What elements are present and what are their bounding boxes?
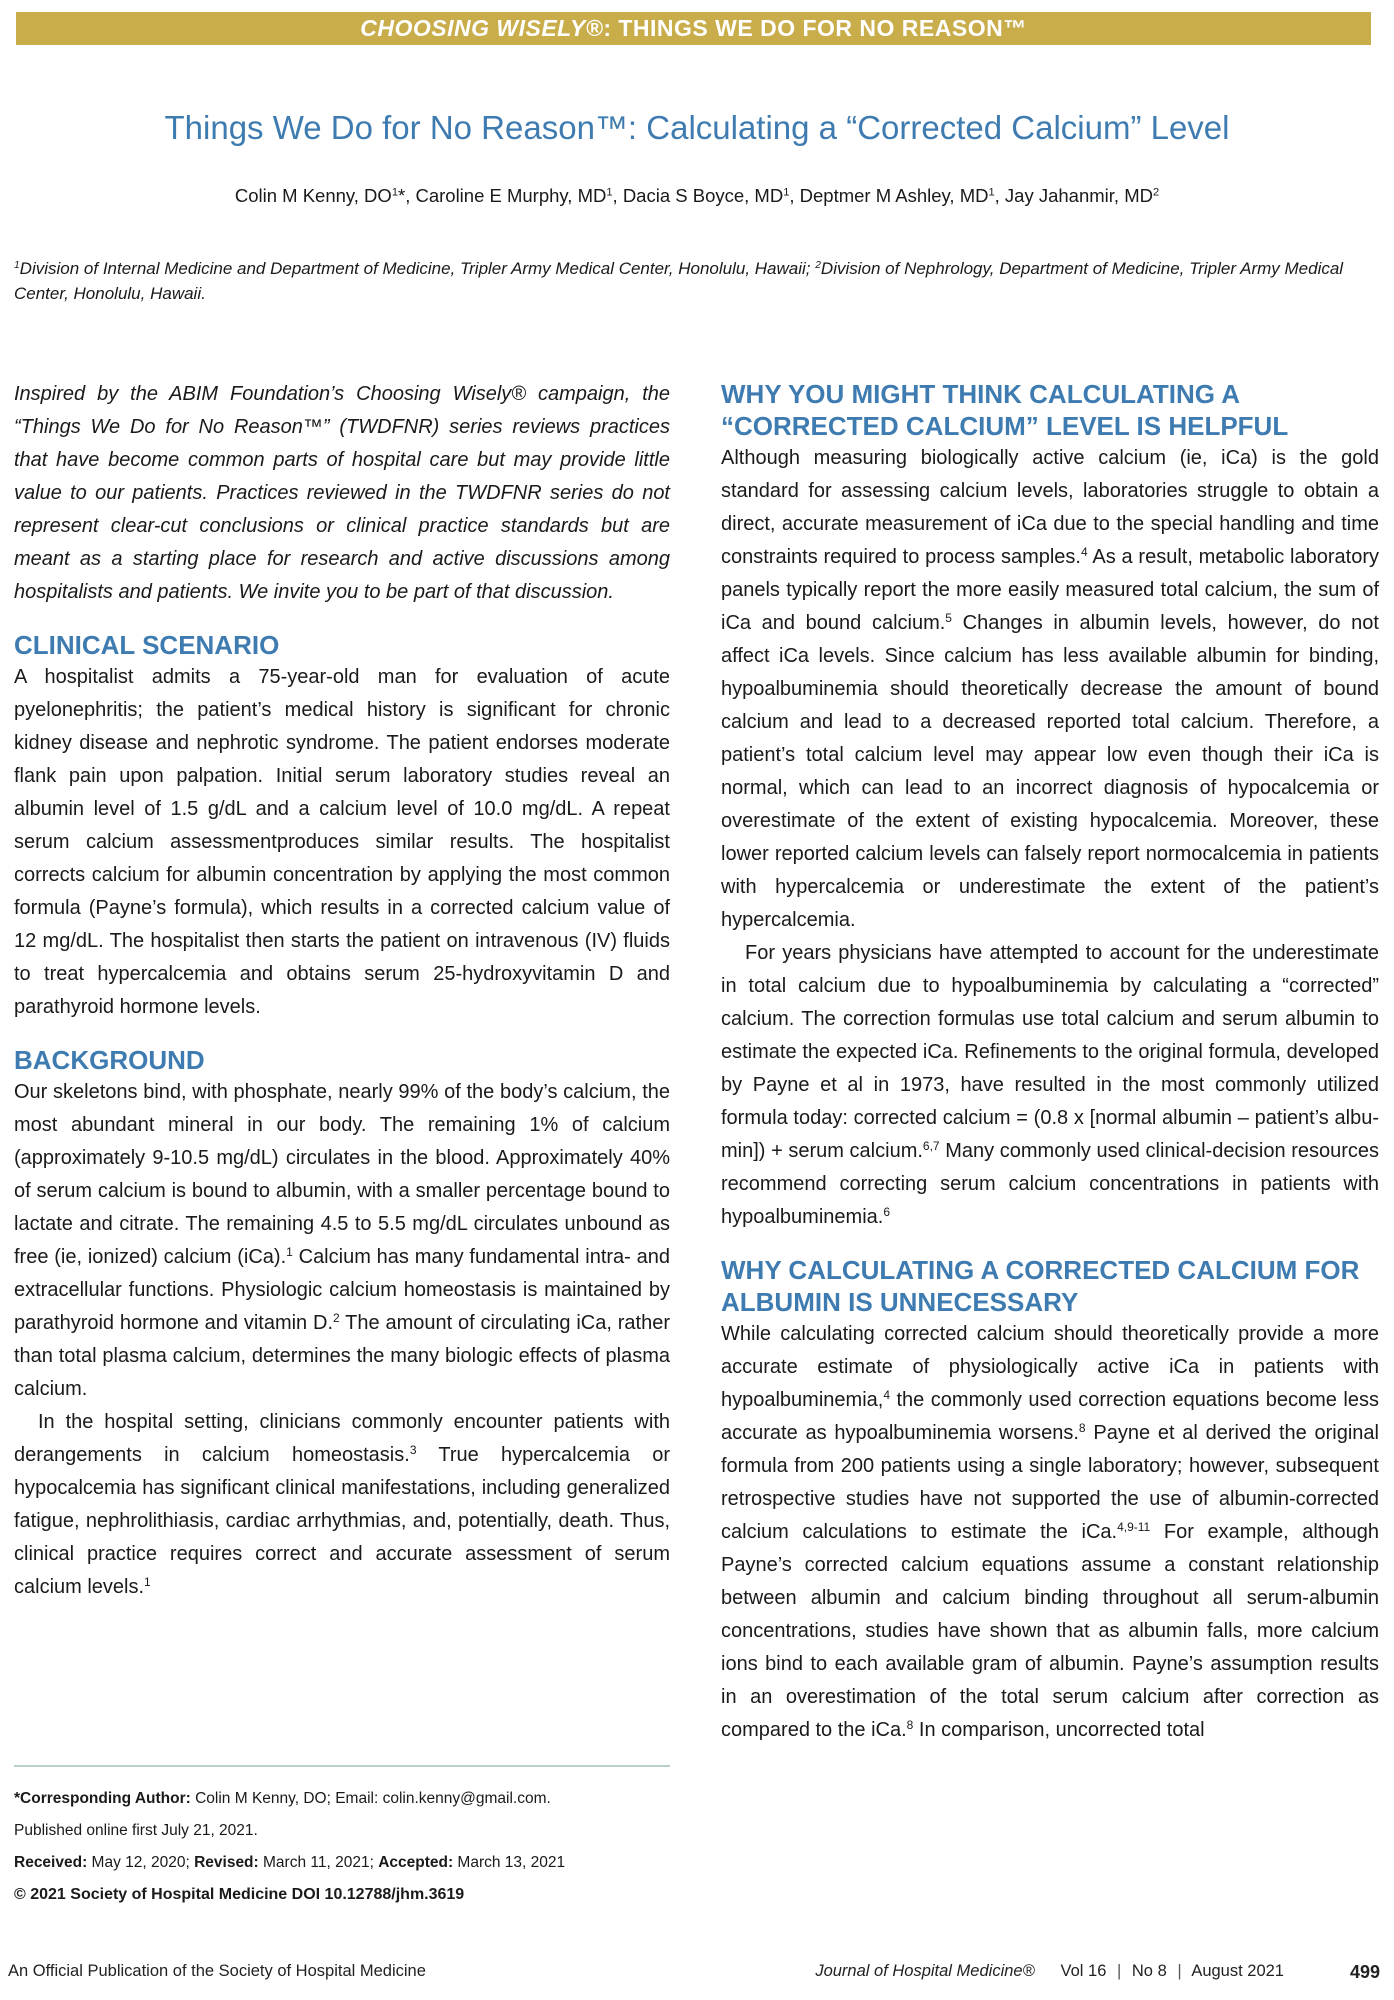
section-spacer	[721, 1234, 1379, 1254]
text-run: In comparison, uncorrected total	[913, 1719, 1205, 1741]
citation-ref: 4,9-11	[1117, 1519, 1151, 1534]
text-run: Changes in albumin levels, however, do not affect iCa levels. Since calcium has less available albumin for binding, hypoalbuminemia should theoretically decrease the amount of bound calcium and lead to a decreased reported total calcium. Therefore, a patient’s total calcium level may appear low even though their iCa is normal, which can lead to an incorrect diagnosis of hypocalcemia or overestimate of the extent of existing hypocalcemia. Moreover, these lower reported calcium levels can falsely report normocalcemia in patients with hypercalcemia or underestimate the extent of the patient’s hypercalcemia.	[721, 612, 1379, 931]
section-spacer	[14, 609, 670, 629]
banner-choosing-wisely: CHOOSING WISELY®	[360, 15, 604, 41]
body-paragraph	[721, 442, 1379, 937]
body-paragraph	[721, 937, 1379, 1234]
footer-spacer	[1045, 1962, 1050, 1980]
article-footnotes	[14, 1765, 670, 1911]
body-paragraph	[14, 661, 670, 1024]
footer-publisher: An Official Publication of the Society of Hospital Medicine	[8, 1962, 426, 1980]
footer-date: August 2021	[1191, 1962, 1284, 1980]
accepted-label: Accepted:	[378, 1854, 454, 1871]
corresponding-author	[14, 1783, 670, 1815]
text-run: the commonly used correction equations become less accurate as hypoalbuminemia worsens.	[721, 1389, 1379, 1444]
author-name: Deptmer M Ashley, MD	[799, 185, 989, 206]
body-paragraph	[14, 1076, 670, 1406]
affiliations	[14, 256, 1374, 306]
corresponding-text: Colin M Kenny, DO; Email: colin.kenny@gmail.com.	[190, 1790, 551, 1807]
section-heading: BACKGROUND	[14, 1045, 205, 1075]
citation-ref: 8	[906, 1717, 914, 1732]
section-heading: WHY CALCULATING A CORRECTED CALCIUM FOR ALBUMIN IS UNNECESSARY	[721, 1255, 1360, 1317]
text-run: Our skeletons bind, with phosphate, nearly 99% of the body’s calcium, the most abundant mineral in our body. The remaining 1% of calcium (approximately 9-10.5 mg/dL) circulates in the blood. Approximately 40% of serum calcium is bound to albumin, with a smaller percentage bound to lactate and citrate. The remaining 4.5 to 5.5 mg/dL circulates unbound as free (ie, ionized) calcium (iCa).	[14, 1081, 670, 1268]
text-run: True hypercalcemia or hypocalcemia has significant clinical manifestations, including generalized fatigue, nephrolithiasis, cardiac arrhythmias, and, potentially, death. Thus, clinical practice requires correct and accurate assessment of serum calcium levels.	[14, 1444, 670, 1598]
affiliation-marker: 1	[606, 186, 613, 199]
footnote-divider	[14, 1765, 670, 1767]
footer-number: No 8	[1131, 1962, 1167, 1980]
author-name: Colin M Kenny, DO	[234, 185, 392, 206]
text-run: For years physicians have attempted to account for the underestimate in total calcium due to hypoalbuminemia by calculating a “corrected” calcium. The correction formulas use total calcium and serum albumin to estimate the expected iCa. Refinements to the original formula, developed by Payne et al in 1973, have resulted in the most commonly utilized formula today: corrected calcium = (0.8 x [normal albumin – patient’s albumin]) + serum calcium.	[721, 942, 1379, 1162]
affiliation-marker: 1	[783, 186, 790, 199]
citation-ref: 4	[1081, 544, 1088, 559]
affiliation-text: Division of Internal Medicine and Department of Medicine, Tripler Army Medical Center, Honolulu, Hawaii;	[19, 259, 816, 278]
citation-ref: 8	[1078, 1420, 1086, 1435]
citation-ref: 5	[945, 610, 952, 625]
right-column	[721, 378, 1379, 1747]
citation-ref: 4	[883, 1387, 891, 1402]
section-spacer	[14, 1024, 670, 1044]
revised-label: Revised:	[194, 1854, 259, 1871]
article-title: Things We Do for No Reason™: Calculating a “Corrected Calcium” Level	[164, 109, 1230, 146]
accepted-date: March 13, 2021	[453, 1854, 566, 1871]
citation-ref: 2	[333, 1310, 340, 1325]
citation-ref: 6,7	[922, 1138, 940, 1153]
series-banner	[16, 12, 1371, 45]
affiliation-marker: 2	[815, 259, 821, 271]
corresponding-marker: *	[397, 185, 406, 206]
citation-ref: 1	[144, 1574, 151, 1589]
received-date: May 12, 2020;	[87, 1854, 195, 1871]
text-run: Many commonly used clinical-decision resources recommend correcting serum calcium concentrations in patients with hypoalbuminemia.	[721, 1140, 1380, 1228]
text-run: For example, although Payne’s corrected calcium equations assume a constant relationship between albumin and calcium binding throughout all serum-albumin concentrations, studies have shown that as albumin falls, more calcium ions bind to each available gram of albumin. Payne’s assumption results in an overestimation of the total serum calcium after correction as compared to the iCa.	[721, 1521, 1379, 1741]
received-label: Received:	[14, 1854, 88, 1871]
body-paragraph	[14, 1406, 670, 1604]
body-paragraph	[721, 1318, 1379, 1747]
corresponding-label: *Corresponding Author:	[14, 1790, 191, 1807]
history-dates	[14, 1847, 670, 1879]
citation-ref: 3	[409, 1442, 417, 1457]
page-footer	[0, 1962, 1394, 1986]
text-run: While calculating corrected calcium should theoretically provide a more accurate estimate of physiologically active iCa in patients with hypoalbuminemia,	[721, 1323, 1379, 1411]
footer-citation	[815, 1962, 1284, 1981]
footer-journal: Journal of Hospital Medicine®	[815, 1962, 1035, 1980]
affiliation-marker: 1	[14, 259, 20, 271]
affiliation-marker: 2	[1152, 186, 1160, 199]
author-name: Caroline E Murphy, MD	[415, 185, 607, 206]
affiliation-text: Division of Nephrology, Department of Medicine, Tripler Army Medical Center, Honolulu, Hawaii.	[14, 259, 1344, 303]
copyright-doi: © 2021 Society of Hospital Medicine DOI 10.12788/jhm.3619	[14, 1886, 465, 1903]
footer-volume: Vol 16	[1060, 1962, 1107, 1980]
author-list: Colin M Kenny, $DO^1*$, Caroline E Murphy, $MD^1$, Dacia S Boyce, $MD^1$, Deptmer M Ashley, $MD^1$, Jay Jahanmir, $MD^2$	[234, 185, 1160, 206]
citation-ref: 6	[883, 1204, 891, 1219]
footer-separator: |	[1117, 1962, 1122, 1980]
text-run: As a result, metabolic laboratory panels typically report the more easily measured total calcium, the sum of iCa and bound calcium.	[721, 546, 1379, 634]
section-heading: WHY YOU MIGHT THINK CALCULATING A “CORRECTED CALCIUM” LEVEL IS HELPFUL	[721, 379, 1289, 441]
affiliation-marker: 1	[391, 186, 398, 199]
author-name: Jay Jahanmir, MD	[1004, 185, 1153, 206]
text-run: In the hospital setting, clinicians commonly encounter patients with derangements in calcium homeostasis.	[14, 1411, 670, 1466]
footer-separator: |	[1177, 1962, 1182, 1980]
author-name: Dacia S Boyce, MD	[622, 185, 784, 206]
page-number: 499	[1349, 1962, 1380, 1982]
affiliation-marker: 1	[988, 186, 995, 199]
revised-date: March 11, 2021;	[258, 1854, 379, 1871]
section-heading: CLINICAL SCENARIO	[14, 630, 280, 660]
text-run: Payne et al derived the original formula from 200 patients using a single laboratory; however, subsequent retrospective studies have not supported the use of albumin-corrected calcium calculations to estimate the iCa.	[721, 1422, 1379, 1543]
text-run: A hospitalist admits a 75-year-old man for evaluation of acute pyelonephritis; the patient’s medical history is significant for chronic kidney disease and nephrotic syndrome. The patient endorses moderate flank pain upon palpation. Initial serum laboratory studies reveal an albumin level of 1.5 g/dL and a calcium level of 10.0 mg/dL. A repeat serum calcium assessmentproduces similar results. The hospitalist corrects calcium for albumin concentration by applying the most common formula (Payne’s formula), which results in a corrected calcium value of 12 mg/dL. The hospitalist then starts the patient on intravenous (IV) fluids to treat hypercalcemia and obtains serum 25-hydroxyvitamin D and parathyroid hormone levels.	[14, 666, 670, 1018]
text-run: Although measuring biologically active calcium (ie, iCa) is the gold standard for assessing calcium levels, laboratories struggle to obtain a direct, accurate measurement of iCa due to the special handling and time constraints required to process samples.	[721, 447, 1379, 568]
banner-series-name: : THINGS WE DO FOR NO REASON™	[603, 15, 1027, 41]
text-run: Calcium has many fundamental intra- and extracellular functions. Physiologic calcium homeostasis is maintained by parathyroid hormone and vitamin D.	[14, 1246, 670, 1334]
citation-ref: 1	[286, 1244, 293, 1259]
published-date: Published online first July 21, 2021.	[14, 1822, 258, 1839]
left-column	[14, 378, 670, 1604]
text-run: The amount of circulating iCa, rather than total plasma calcium, determines the many biologic effects of plasma calcium.	[14, 1312, 670, 1400]
series-intro: Inspired by the ABIM Foundation’s Choosing Wisely® campaign, the “Things We Do for No Reason™” (TWDFNR) series reviews practices that have become common parts of hospital care but may provide little value to our patients. Practices reviewed in the TWDFNR series do not represent clear-cut conclusions or clinical practice standards but are meant as a starting place for research and active discussions among hospitalists and patients. We invite you to be part of that discussion.	[14, 383, 670, 603]
